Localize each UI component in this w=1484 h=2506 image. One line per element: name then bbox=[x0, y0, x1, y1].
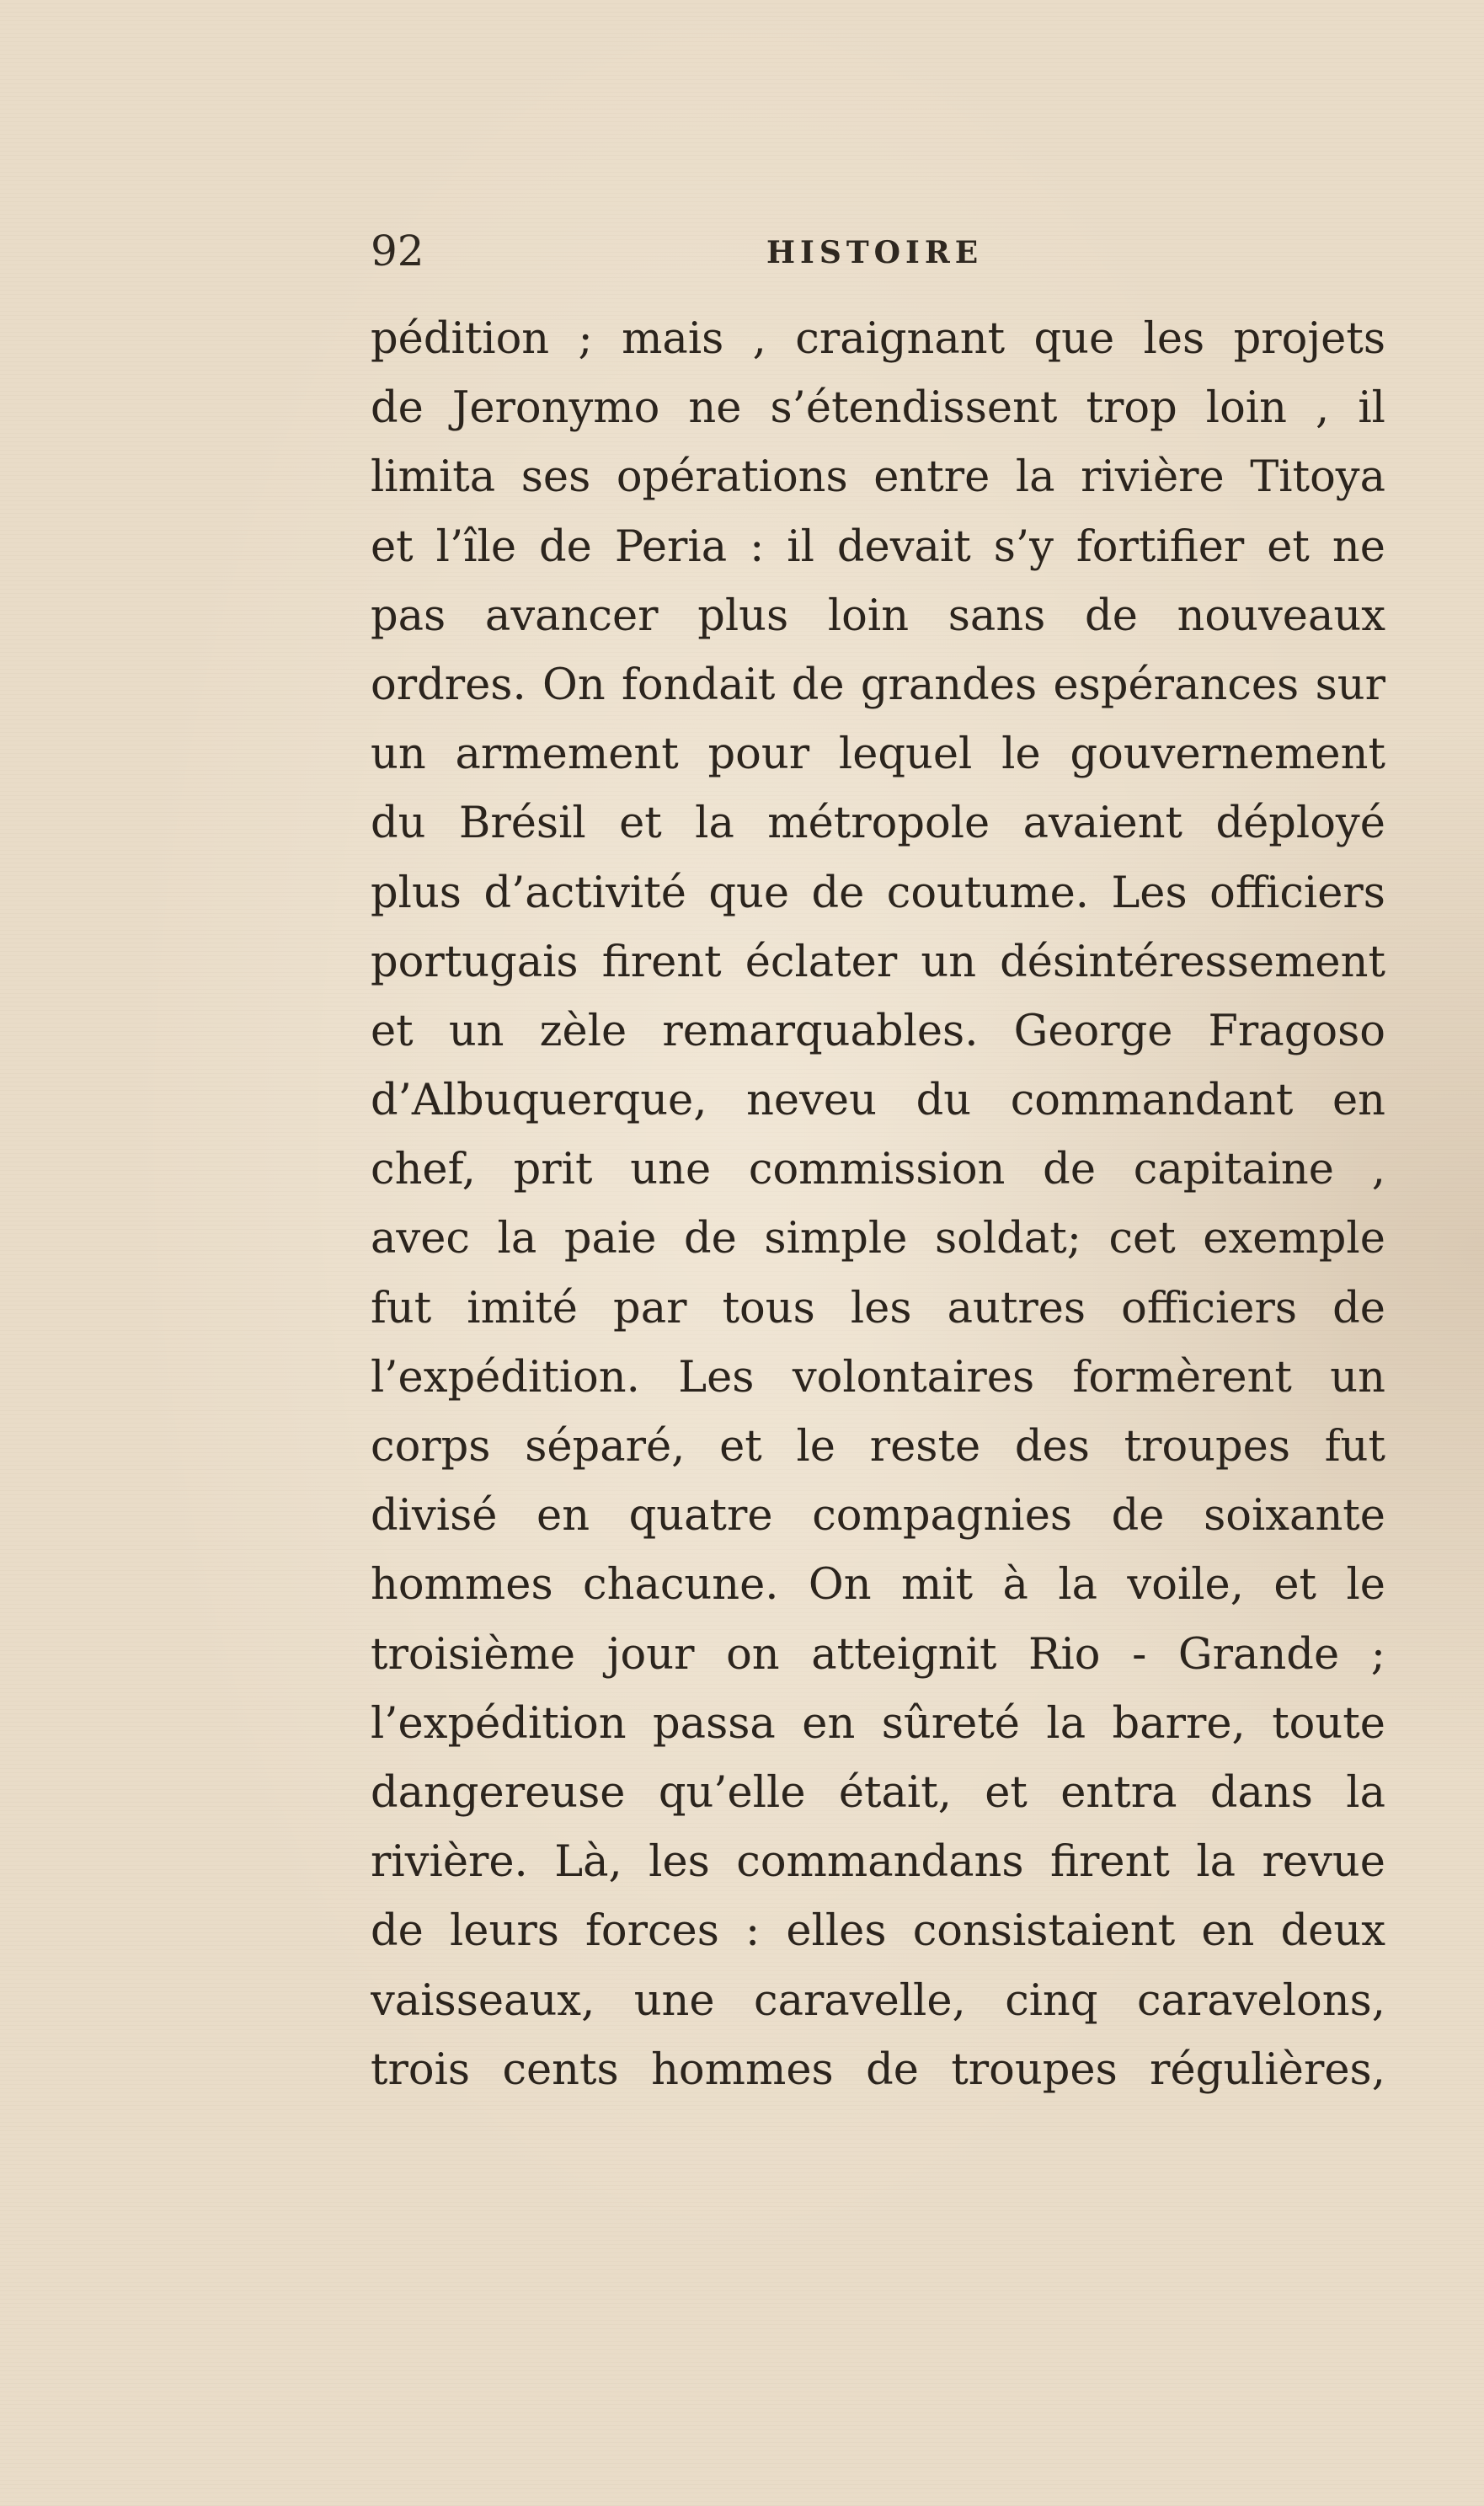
text-line: trois cents hommes de troupes régulières, bbox=[371, 2044, 1385, 2095]
text-line: de leurs forces : elles consistaient en deux bbox=[371, 1906, 1385, 1957]
text-line: hommes chacune. On mit à la voile, et le bbox=[371, 1560, 1385, 1611]
text-line: plus d’activité que de coutume. Les officiers bbox=[371, 868, 1385, 918]
running-head bbox=[371, 226, 1398, 285]
text-line: ordres. On fondait de grandes espérances sur bbox=[371, 660, 1385, 710]
text-line: dangereuse qu’elle était, et entra dans la bbox=[371, 1767, 1385, 1818]
page-number: 92 bbox=[371, 227, 424, 275]
text-line: d’Albuquerque, neveu du commandant en bbox=[371, 1076, 1385, 1126]
text-line: limita ses opérations entre la rivière Titoya bbox=[371, 452, 1385, 503]
text-line: l’expédition. Les volontaires formèrent un bbox=[371, 1352, 1385, 1403]
body-text bbox=[371, 305, 1385, 2105]
text-line: et un zèle remarquables. George Fragoso bbox=[371, 1006, 1385, 1056]
text-line: pas avancer plus loin sans de nouveaux bbox=[371, 590, 1385, 641]
text-line: troisième jour on atteignit Rio - Grande ; bbox=[371, 1629, 1385, 1680]
text-line: portugais firent éclater un désintéressement bbox=[371, 937, 1385, 987]
text-line: fut imité par tous les autres officiers de bbox=[371, 1283, 1385, 1333]
text-line: du Brésil et la métropole avaient déployé bbox=[371, 799, 1385, 849]
text-line: chef, prit une commission de capitaine , bbox=[371, 1145, 1385, 1195]
text-line: vaisseaux, une caravelle, cinq caravelons, bbox=[371, 1975, 1385, 2026]
text-line: l’expédition passa en sûreté la barre, toute bbox=[371, 1698, 1385, 1749]
text-line: corps séparé, et le reste des troupes fut bbox=[371, 1422, 1385, 1472]
text-line: pédition ; mais , craignant que les projets bbox=[371, 314, 1385, 364]
text-line: rivière. Là, les commandans firent la revue bbox=[371, 1837, 1385, 1888]
text-line: un armement pour lequel le gouvernement bbox=[371, 729, 1385, 780]
text-line: divisé en quatre compagnies de soixante bbox=[371, 1491, 1385, 1542]
running-title: HISTOIRE bbox=[766, 235, 984, 270]
text-line: de Jeronymo ne s’étendissent trop loin , il bbox=[371, 383, 1385, 434]
text-line: et l’île de Peria : il devait s’y fortifier et ne bbox=[371, 521, 1385, 572]
text-line: avec la paie de simple soldat; cet exemple bbox=[371, 1214, 1385, 1264]
